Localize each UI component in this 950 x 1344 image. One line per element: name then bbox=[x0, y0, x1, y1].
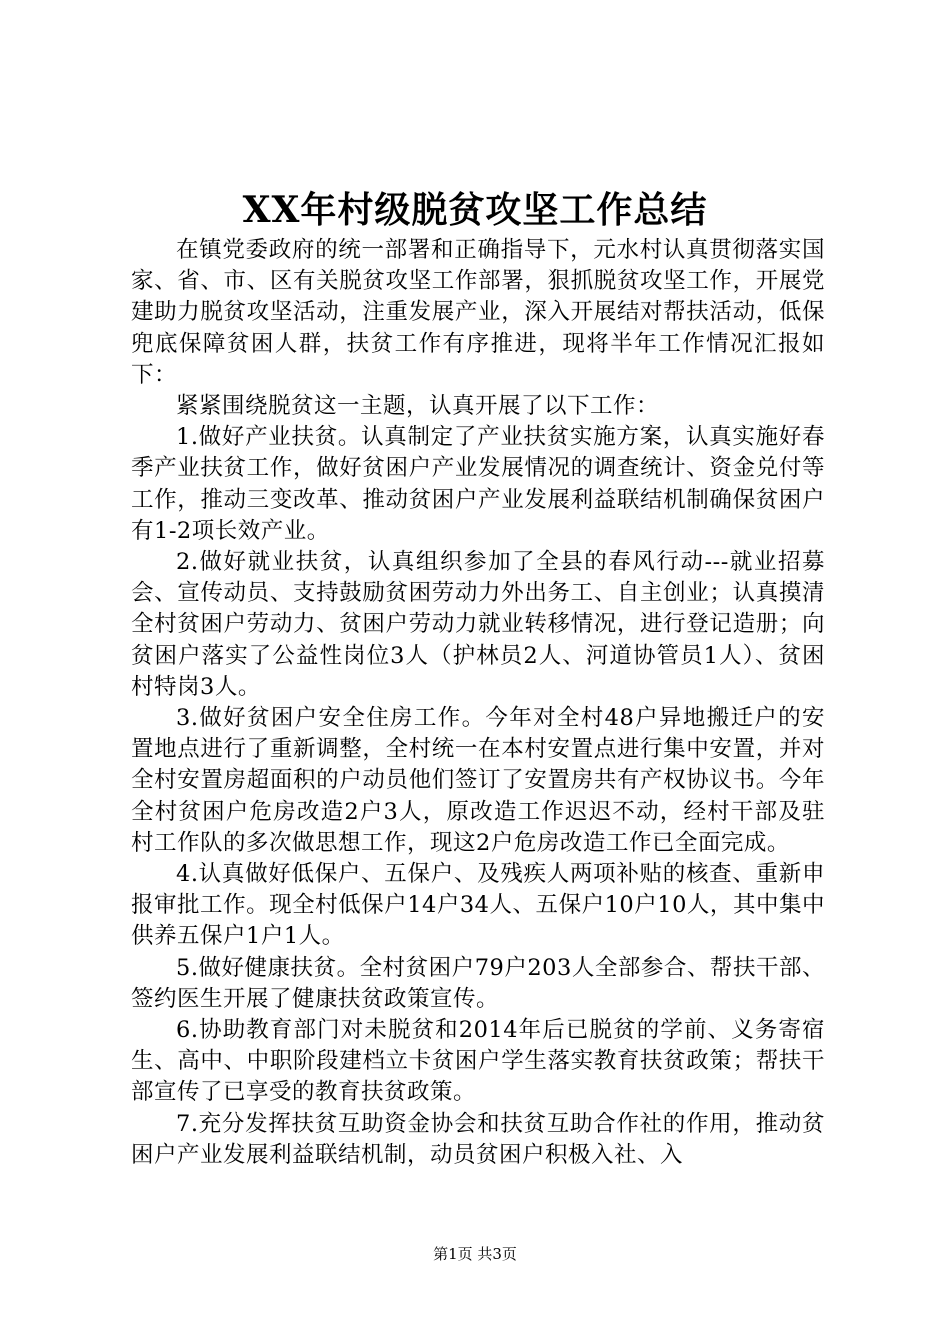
paragraph-item-3: 3.做好贫困户安全住房工作。今年对全村48户异地搬迁户的安置地点进行了重新调整，全村统一在本村安置点进行集中安置，并对全村安置房超面积的户动员他们签订了安置房共有产权协议书。今年全村贫困户危房改造2户3人，原改造工作迟迟不动，经村干部及驻村工作队的多次做思想工作，现这2户危房改造工作已全面完成。 bbox=[131, 705, 825, 856]
paragraph-item-6: 6.协助教育部门对未脱贫和2014年后已脱贫的学前、义务寄宿生、高中、中职阶段建档立卡贫困户学生落实教育扶贫政策；帮扶干部宣传了已享受的教育扶贫政策。 bbox=[131, 1017, 825, 1106]
paragraph-item-1: 1.做好产业扶贫。认真制定了产业扶贫实施方案，认真实施好春季产业扶贫工作，做好贫困户产业发展情况的调查统计、资金兑付等工作，推动三变改革、推动贫困户产业发展利益联结机制确保贫困户有1-2项长效产业。 bbox=[131, 424, 825, 544]
paragraph-item-2: 2.做好就业扶贫，认真组织参加了全县的春风行动---就业招募会、宣传动员、支持鼓励贫困劳动力外出务工、自主创业；认真摸清全村贫困户劳动力、贫困户劳动力就业转移情况，进行登记造册；向贫困户落实了公益性岗位3人（护林员2人、河道协管员1人）、贫困村特岗3人。 bbox=[131, 549, 825, 700]
page-number-footer: 第1页 共3页 bbox=[433, 1245, 517, 1263]
paragraph-lead: 紧紧围绕脱贫这一主题，认真开展了以下工作： bbox=[176, 393, 660, 420]
paragraph-item-7: 7.充分发挥扶贫互助资金协会和扶贫互助合作社的作用，推动贫困户产业发展利益联结机制，动员贫困户积极入社、入 bbox=[131, 1110, 825, 1168]
document-title: XX年村级脱贫攻坚工作总结 bbox=[242, 189, 708, 231]
paragraph-intro: 在镇党委政府的统一部署和正确指导下，元水村认真贯彻落实国家、省、市、区有关脱贫攻坚工作部署，狠抓脱贫攻坚工作，开展党建助力脱贫攻坚活动，注重发展产业，深入开展结对帮扶活动，低保兜底保障贫困人群，扶贫工作有序推进，现将半年工作情况汇报如下： bbox=[131, 237, 825, 388]
document-body bbox=[131, 235, 825, 1171]
paragraph-item-5: 5.做好健康扶贫。全村贫困户79户203人全部参合、帮扶干部、签约医生开展了健康扶贫政策宣传。 bbox=[131, 954, 825, 1012]
paragraph-item-4: 4.认真做好低保户、五保户、及残疾人两项补贴的核查、重新申报审批工作。现全村低保户14户34人、五保户10户10人，其中集中供养五保户1户1人。 bbox=[131, 861, 825, 950]
